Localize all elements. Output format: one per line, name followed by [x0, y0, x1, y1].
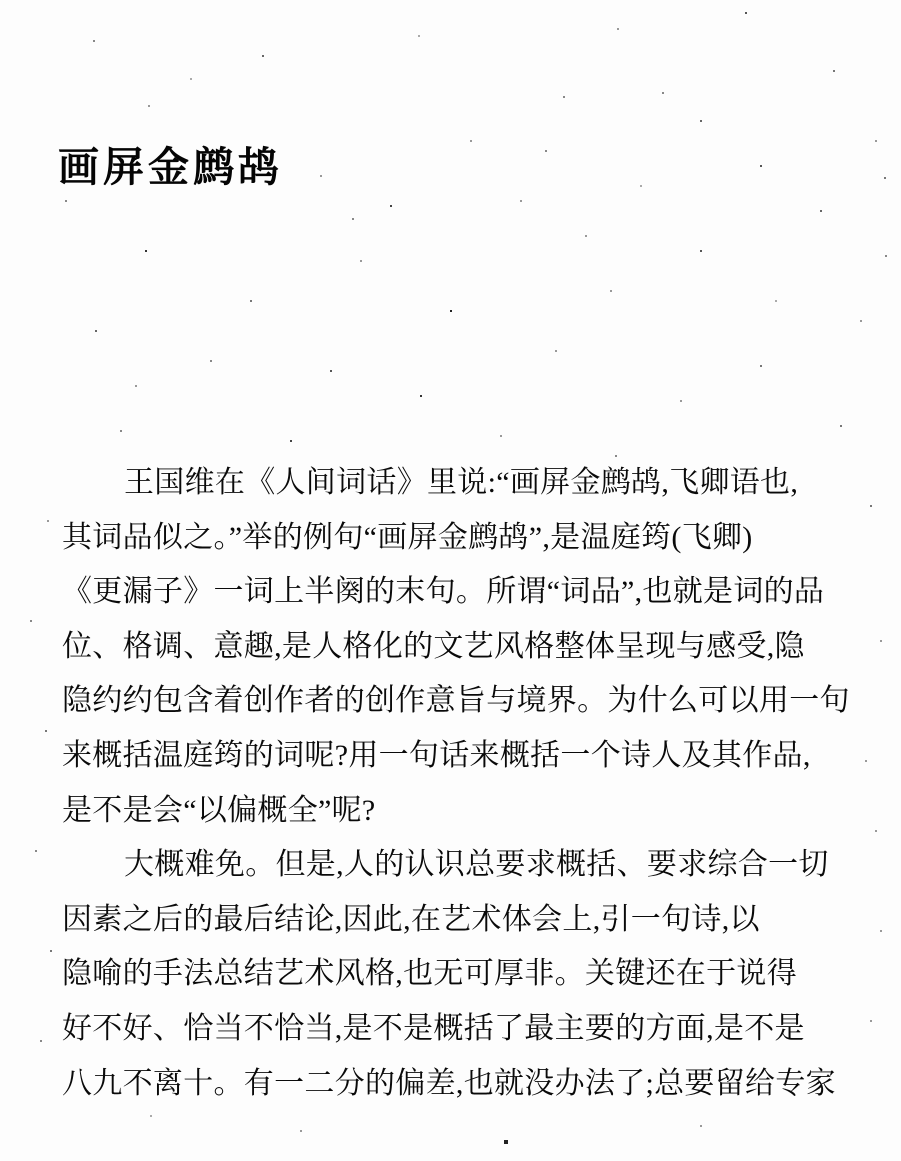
- text-line: 其词品似之。”举的例句“画屏金鹧鸪”,是温庭筠(飞卿): [62, 520, 753, 554]
- text-line: 是不是会“以偏概全”呢?: [62, 793, 376, 827]
- text-line: 隐约约包含着创作者的创作意旨与境界。为什么可以用一句: [62, 684, 850, 718]
- text-line: 来概括温庭筠的词呢?用一句话来概括一个诗人及其作品,: [62, 738, 811, 772]
- text-line: 好不好、恰当不恰当,是不是概括了最主要的方面,是不是: [62, 1011, 805, 1045]
- scan-noise-specks: [0, 0, 2, 2]
- text-line: 隐喻的手法总结艺术风格,也无可厚非。关键还在于说得: [62, 957, 797, 991]
- text-line: 因素之后的最后结论,因此,在艺术体会上,引一句诗,以: [62, 902, 760, 936]
- text-line: 王国维在《人间词话》里说:“画屏金鹧鸪,飞卿语也,: [124, 466, 799, 499]
- text-line: 《更漏子》一词上半阕的末句。所谓“词品”,也就是词的品: [62, 575, 825, 609]
- text-line: 八九不离十。有一二分的偏差,也就没办法了;总要留给专家: [62, 1066, 836, 1100]
- chapter-title: 画屏金鹧鸪: [58, 144, 283, 190]
- text-line: 位、格调、意趣,是人格化的文艺风格整体呈现与感受,隐: [62, 629, 805, 663]
- body-text: [62, 456, 862, 1111]
- text-line: 大概难免。但是,人的认识总要求概括、要求综合一切: [124, 848, 829, 882]
